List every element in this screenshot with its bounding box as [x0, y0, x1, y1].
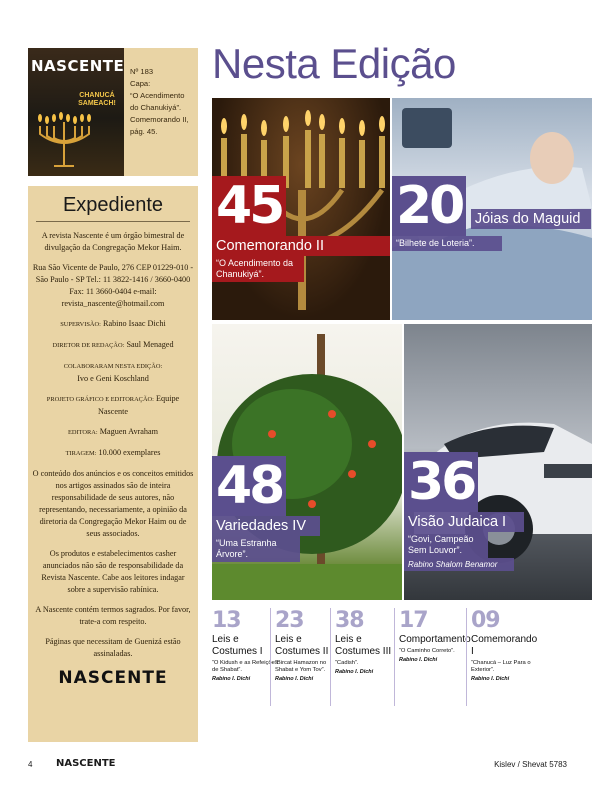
article-title: “Bircat Hamazon no Shabat e Yom Tov”.: [275, 660, 327, 673]
cover-thumbnail: [28, 48, 124, 176]
article-item[interactable]: [466, 608, 536, 706]
feature-title: “Uma Estranha Árvore”.: [212, 536, 300, 562]
article-number: 13: [212, 608, 241, 633]
issue-date: Kislev / Shevat 5783: [494, 760, 567, 769]
expediente-diretor: [32, 339, 194, 352]
article-title: “Cadish”.: [335, 660, 359, 666]
value: Rabino Isaac Dichi: [102, 319, 166, 328]
cover-info: [124, 48, 198, 176]
expediente-casher: Os produtos e estabelecimentos casher anunciados não são de responsabilidade da Revista Nascente. Cabe aos leitores indagar sobre a supervisão rabínica.: [41, 549, 185, 594]
value: Maguen Avraham: [99, 427, 159, 436]
value: Saul Menaged: [126, 340, 174, 349]
feature-category: Variedades IV: [212, 516, 320, 536]
article-category: Leis e Costumes II: [275, 634, 329, 657]
feature-number: 20: [392, 176, 466, 236]
feature-number: 45: [212, 176, 286, 236]
expediente-projeto: [32, 393, 194, 418]
divider: [36, 221, 190, 222]
article-list: [212, 608, 592, 708]
article-item[interactable]: [394, 608, 471, 706]
feature-title: “Govi, Campeão Sem Louvor”.: [404, 532, 488, 558]
cover-title: CHANUCÁ SAMEACH!: [78, 92, 116, 107]
feature-title: “O Acendimento da Chanukiyá”.: [212, 256, 304, 282]
article-number: 09: [471, 608, 500, 633]
expediente-intro: A revista Nascente é um órgão bimestral de divulgação da Congregação Mekor Haim.: [41, 231, 185, 252]
value: Equipe Nascente: [97, 394, 180, 416]
menorah-icon: [34, 112, 94, 170]
page-title: Nesta Edição: [212, 40, 456, 87]
article-item[interactable]: [330, 608, 400, 706]
feature-title: “Bilhete de Loteria”.: [392, 236, 502, 251]
issue-number: Nº 183: [130, 67, 154, 76]
article-author: Rabino I. Dichi: [471, 676, 510, 682]
footer-logo: NASCENTE: [56, 758, 116, 769]
article-category: Leis e Costumes III: [335, 634, 392, 657]
article-title: “O Kidush e as Refeições de Shabat”.: [212, 660, 278, 673]
expediente-colab: [32, 360, 194, 385]
feature-card-20[interactable]: [392, 98, 592, 320]
label: EDITORA:: [67, 429, 98, 436]
expediente-respeito: A Nascente contém termos sagrados. Por favor, trate-a com respeito.: [35, 605, 191, 626]
expediente-title: Expediente: [62, 194, 164, 216]
feature-category: Comemorando II: [212, 236, 390, 256]
article-author: Rabino I. Dichi: [275, 676, 314, 682]
feature-card-45[interactable]: [212, 98, 390, 320]
article-category: Leis e Costumes I: [212, 634, 263, 657]
feature-category: Jóias do Maguid: [471, 209, 591, 229]
label: PROJETO GRÁFICO E EDITORAÇÃO:: [46, 396, 154, 403]
article-title: “O Caminho Correto”.: [399, 648, 455, 654]
article-category: Comemorando I: [471, 634, 538, 657]
expediente-genizah: Páginas que necessitam de Guenizá estão assinaladas.: [45, 637, 181, 658]
article-number: 23: [275, 608, 304, 633]
feature-card-36[interactable]: [404, 324, 592, 600]
label: DIRETOR DE REDAÇÃO:: [52, 342, 125, 349]
label: COLABORARAM NESTA EDIÇÃO:: [63, 363, 163, 370]
page-number: 4: [28, 760, 33, 769]
article-author: Rabino I. Dichi: [212, 676, 251, 682]
article-author: Rabino I. Dichi: [399, 657, 438, 663]
value: Ivo e Geni Koschland: [77, 374, 149, 383]
nascente-logo: NASCENTE: [58, 668, 168, 688]
cover-caption-label: Capa:: [130, 79, 151, 88]
feature-number: 36: [404, 452, 478, 512]
label: SUPERVISÃO:: [60, 321, 101, 328]
feature-author: Rabino Shalom Benamor: [404, 558, 514, 571]
expediente-disclaimer: O conteúdo dos anúncios e os conceitos emitidos nos artigos assinados são de inteira responsabilidade de seus autores, não representando, necessariamente, a opinião da diretoria da Congregação Mekor Haim ou de seus associados.: [32, 469, 194, 538]
article-category: Comportamento: [399, 634, 471, 645]
label: TIRAGEM:: [65, 450, 97, 457]
feature-number: 48: [212, 456, 286, 516]
article-title: “Chanucá – Luz Para o Exterior”.: [471, 660, 531, 673]
expediente-supervisao: [32, 318, 194, 331]
article-author: Rabino I. Dichi: [335, 669, 374, 675]
page-footer: [0, 754, 595, 778]
feature-category: Visão Judaica I: [404, 512, 524, 532]
cover-logo: NASCENTE: [31, 57, 124, 75]
article-number: 17: [399, 608, 428, 633]
expediente-editora: [32, 426, 194, 439]
feature-card-48[interactable]: [212, 324, 402, 600]
value: 10.000 exemplares: [98, 448, 161, 457]
expediente-tiragem: [32, 447, 194, 460]
expediente-panel: [28, 186, 198, 742]
expediente-contact: Rua São Vicente de Paulo, 276 CEP 01229-010 - São Paulo - SP Tel.: 11 3822-1416 / 3660-0400 Fax: 11 3660-0404 e-mail: revista_nascente@hotmail.com: [32, 263, 194, 308]
cover-caption-text: “O Acendimento do Chanukiyá”. Comemorando II, pág. 45.: [130, 91, 189, 136]
article-number: 38: [335, 608, 364, 633]
